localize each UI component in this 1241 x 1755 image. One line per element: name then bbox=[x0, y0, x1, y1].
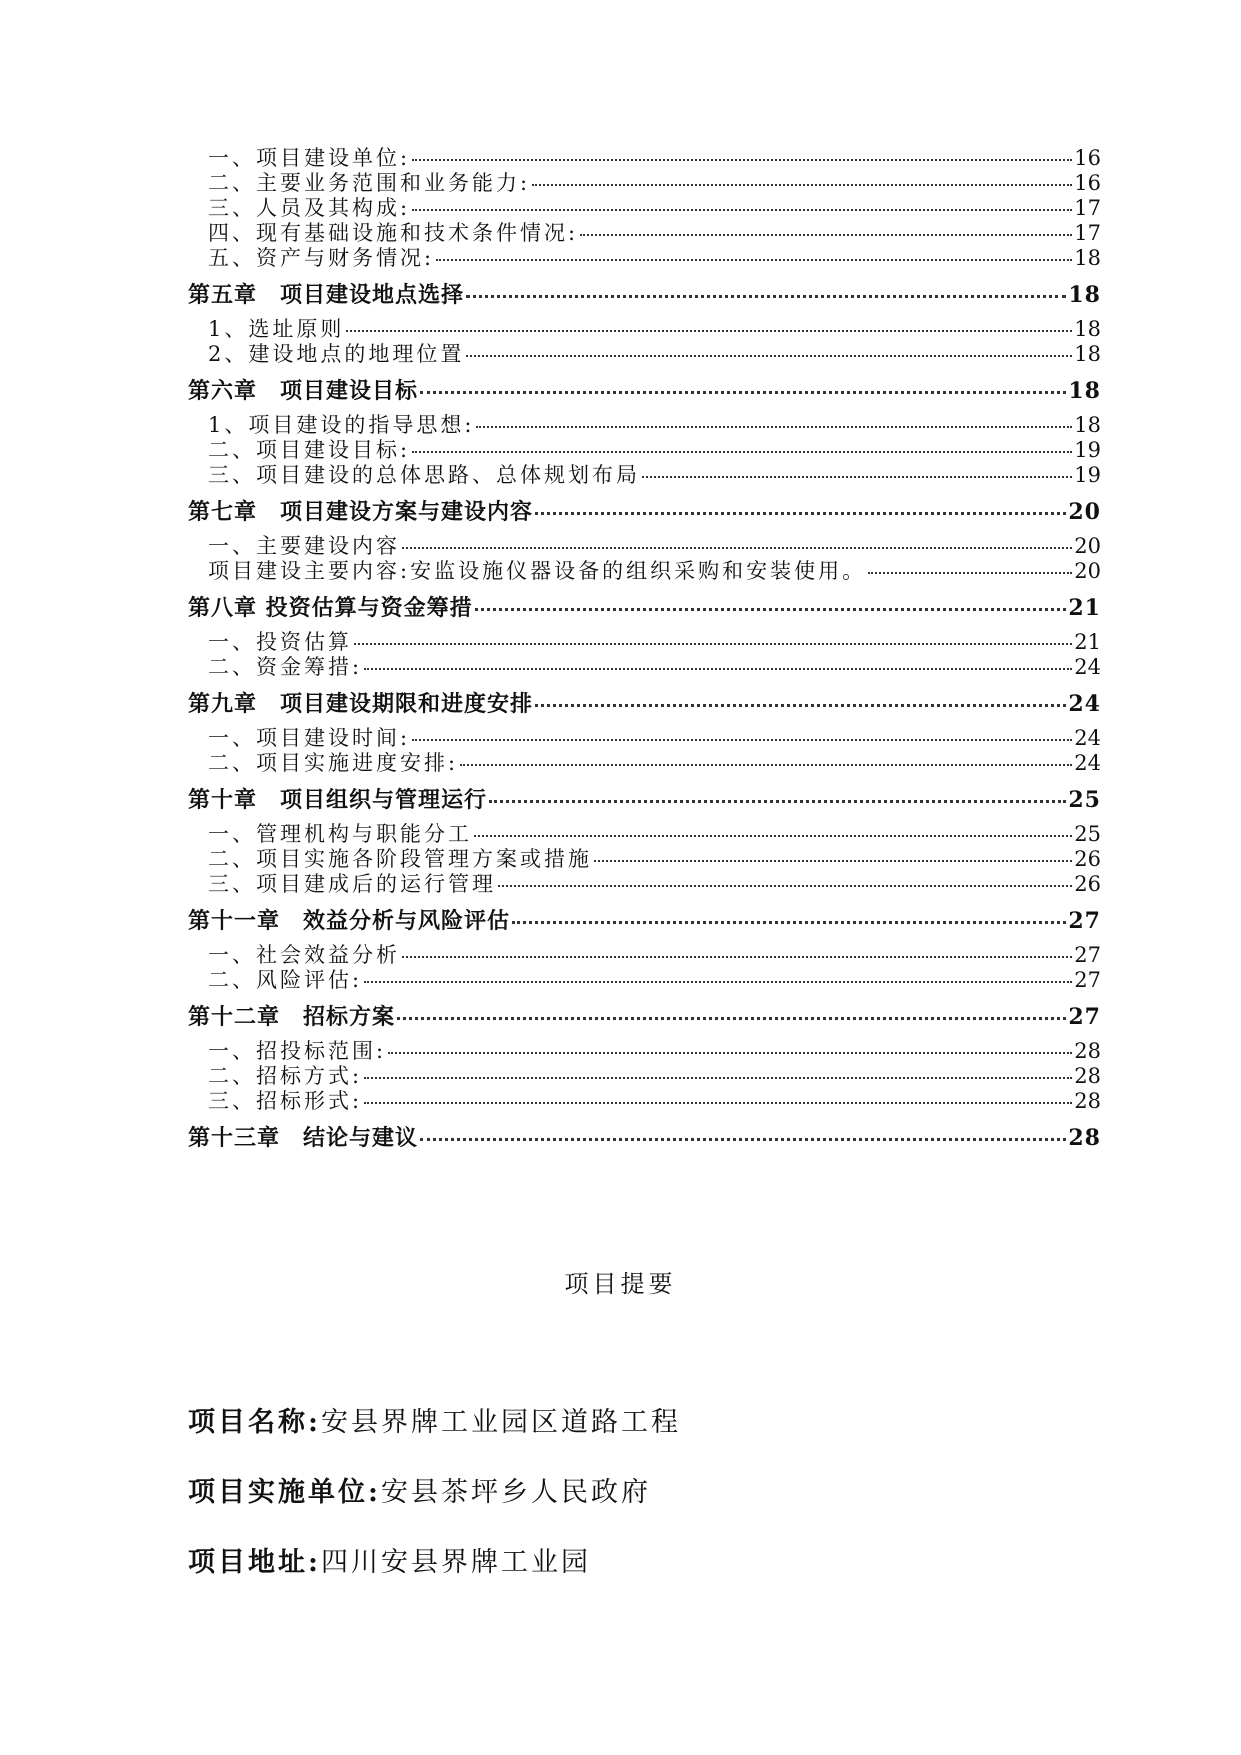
toc-page-number: 28 bbox=[1074, 1064, 1101, 1088]
toc-section-entry[interactable] bbox=[188, 534, 1101, 559]
toc-entry-label: 第十一章 效益分析与风险评估 bbox=[188, 908, 511, 934]
toc-page-number: 18 bbox=[1074, 413, 1101, 437]
toc-section-entry[interactable] bbox=[188, 1089, 1101, 1114]
toc-page-number: 18 bbox=[1074, 342, 1101, 366]
project-name-value: 安县界牌工业园区道路工程 bbox=[320, 1407, 681, 1438]
toc-dot-leader bbox=[397, 1017, 1066, 1020]
toc-page-number: 27 bbox=[1074, 943, 1101, 967]
toc-dot-leader bbox=[364, 1077, 1072, 1079]
toc-chapter-entry[interactable] bbox=[188, 1003, 1101, 1031]
toc-section-entry[interactable] bbox=[188, 171, 1101, 196]
toc-entry-label: 三、招标形式: bbox=[208, 1089, 363, 1113]
toc-page-number: 24 bbox=[1074, 726, 1101, 750]
project-address-field bbox=[188, 1540, 591, 1579]
toc-dot-leader bbox=[475, 608, 1067, 611]
toc-section-entry[interactable] bbox=[188, 559, 1101, 584]
toc-page-number: 20 bbox=[1074, 534, 1101, 558]
toc-dot-leader bbox=[535, 704, 1066, 707]
toc-page-number: 28 bbox=[1074, 1039, 1101, 1063]
toc-entry-label: 一、投资估算 bbox=[208, 630, 352, 654]
toc-dot-leader bbox=[412, 159, 1072, 161]
toc-section-entry[interactable] bbox=[188, 726, 1101, 751]
toc-page-number: 27 bbox=[1068, 1004, 1101, 1030]
toc-dot-leader bbox=[364, 668, 1072, 670]
toc-chapter-entry[interactable] bbox=[188, 281, 1101, 309]
toc-entry-label: 二、项目建设目标: bbox=[208, 438, 411, 462]
toc-page-number: 16 bbox=[1074, 171, 1101, 195]
toc-page-number: 28 bbox=[1068, 1125, 1101, 1151]
toc-section-entry[interactable] bbox=[188, 196, 1101, 221]
toc-dot-leader bbox=[580, 234, 1072, 236]
toc-section-entry[interactable] bbox=[188, 317, 1101, 342]
toc-page-number: 24 bbox=[1074, 655, 1101, 679]
toc-dot-leader bbox=[346, 330, 1072, 332]
toc-entry-label: 一、项目建设时间: bbox=[208, 726, 411, 750]
toc-entry-label: 二、风险评估: bbox=[208, 968, 363, 992]
toc-dot-leader bbox=[532, 184, 1072, 186]
toc-entry-label: 一、社会效益分析 bbox=[208, 943, 400, 967]
toc-page-number: 27 bbox=[1074, 968, 1101, 992]
toc-dot-leader bbox=[354, 643, 1072, 645]
toc-chapter-entry[interactable] bbox=[188, 377, 1101, 405]
toc-dot-leader bbox=[420, 1138, 1066, 1141]
toc-section-entry[interactable] bbox=[188, 1064, 1101, 1089]
toc-section-entry[interactable] bbox=[188, 822, 1101, 847]
toc-entry-label: 二、招标方式: bbox=[208, 1064, 363, 1088]
toc-section-entry[interactable] bbox=[188, 342, 1101, 367]
toc-entry-label: 一、主要建设内容 bbox=[208, 534, 400, 558]
toc-dot-leader bbox=[474, 835, 1072, 837]
toc-entry-label: 三、项目建设的总体思路、总体规划布局 bbox=[208, 463, 640, 487]
toc-section-entry[interactable] bbox=[188, 943, 1101, 968]
toc-dot-leader bbox=[535, 512, 1066, 515]
toc-entry-label: 1、选址原则 bbox=[208, 317, 345, 341]
toc-section-entry[interactable] bbox=[188, 630, 1101, 655]
toc-dot-leader bbox=[402, 956, 1072, 958]
toc-dot-leader bbox=[868, 572, 1072, 574]
toc-page-number: 18 bbox=[1074, 317, 1101, 341]
toc-dot-leader bbox=[364, 981, 1072, 983]
toc-entry-label: 二、资金筹措: bbox=[208, 655, 363, 679]
toc-entry-label: 第十二章 招标方案 bbox=[188, 1004, 396, 1030]
toc-page-number: 19 bbox=[1074, 463, 1101, 487]
toc-entry-label: 第十三章 结论与建议 bbox=[188, 1125, 419, 1151]
toc-chapter-entry[interactable] bbox=[188, 690, 1101, 718]
toc-entry-label: 一、招投标范围: bbox=[208, 1039, 387, 1063]
toc-entry-label: 第八章 投资估算与资金筹措 bbox=[188, 595, 473, 621]
toc-dot-leader bbox=[466, 295, 1066, 298]
toc-section-entry[interactable] bbox=[188, 751, 1101, 776]
toc-entry-label: 三、人员及其构成: bbox=[208, 196, 411, 220]
toc-dot-leader bbox=[476, 426, 1072, 428]
toc-page-number: 17 bbox=[1074, 196, 1101, 220]
implementing-unit-key: 项目实施单位: bbox=[188, 1477, 381, 1508]
implementing-unit-value: 安县茶坪乡人民政府 bbox=[380, 1477, 651, 1508]
toc-page-number: 26 bbox=[1074, 847, 1101, 871]
toc-entry-label: 第七章 项目建设方案与建设内容 bbox=[188, 499, 534, 525]
project-name-field bbox=[188, 1400, 681, 1439]
toc-section-entry[interactable] bbox=[188, 246, 1101, 271]
toc-entry-label: 一、项目建设单位: bbox=[208, 146, 411, 170]
toc-chapter-entry[interactable] bbox=[188, 498, 1101, 526]
toc-dot-leader bbox=[402, 547, 1072, 549]
toc-page-number: 26 bbox=[1074, 872, 1101, 896]
toc-page-number: 27 bbox=[1068, 908, 1101, 934]
toc-dot-leader bbox=[498, 885, 1072, 887]
toc-page-number: 18 bbox=[1068, 282, 1101, 308]
implementing-unit-field bbox=[188, 1470, 651, 1509]
toc-section-entry[interactable] bbox=[188, 413, 1101, 438]
toc-section-entry[interactable] bbox=[188, 1039, 1101, 1064]
toc-page-number: 21 bbox=[1068, 595, 1101, 621]
toc-page-number: 16 bbox=[1074, 146, 1101, 170]
project-address-key: 项目地址: bbox=[188, 1547, 321, 1578]
toc-entry-label: 四、现有基础设施和技术条件情况: bbox=[208, 221, 579, 245]
toc-page-number: 20 bbox=[1068, 499, 1101, 525]
toc-dot-leader bbox=[594, 860, 1072, 862]
toc-page-number: 28 bbox=[1074, 1089, 1101, 1113]
toc-page-number: 18 bbox=[1068, 378, 1101, 404]
toc-entry-label: 二、主要业务范围和业务能力: bbox=[208, 171, 531, 195]
toc-page-number: 24 bbox=[1068, 691, 1101, 717]
toc-dot-leader bbox=[412, 209, 1072, 211]
toc-section-entry[interactable] bbox=[188, 438, 1101, 463]
toc-chapter-entry[interactable] bbox=[188, 594, 1101, 622]
toc-dot-leader bbox=[412, 739, 1072, 741]
project-name-key: 项目名称: bbox=[188, 1407, 321, 1438]
toc-page-number: 25 bbox=[1068, 787, 1101, 813]
toc-entry-label: 三、项目建成后的运行管理 bbox=[208, 872, 496, 896]
toc-section-entry[interactable] bbox=[188, 146, 1101, 171]
toc-chapter-entry[interactable] bbox=[188, 786, 1101, 814]
toc-page-number: 19 bbox=[1074, 438, 1101, 462]
toc-page-number: 17 bbox=[1074, 221, 1101, 245]
toc-entry-label: 2、建设地点的地理位置 bbox=[208, 342, 465, 366]
toc-entry-label: 二、项目实施各阶段管理方案或措施 bbox=[208, 847, 592, 871]
toc-chapter-entry[interactable] bbox=[188, 907, 1101, 935]
toc-page-number: 25 bbox=[1074, 822, 1101, 846]
toc-page-number: 18 bbox=[1074, 246, 1101, 270]
toc-section-entry[interactable] bbox=[188, 847, 1101, 872]
toc-dot-leader bbox=[412, 451, 1072, 453]
toc-dot-leader bbox=[642, 476, 1072, 478]
summary-title: 项目提要 bbox=[564, 1270, 677, 1298]
project-address-value: 四川安县界牌工业园 bbox=[320, 1547, 591, 1578]
toc-dot-leader bbox=[436, 259, 1072, 261]
toc-section-entry[interactable] bbox=[188, 463, 1101, 488]
toc-entry-label: 项目建设主要内容:安监设施仪器设备的组织采购和安装使用。 bbox=[208, 559, 867, 583]
toc-page-number: 24 bbox=[1074, 751, 1101, 775]
toc-section-entry[interactable] bbox=[188, 968, 1101, 993]
toc-section-entry[interactable] bbox=[188, 221, 1101, 246]
toc-entry-label: 第六章 项目建设目标 bbox=[188, 378, 419, 404]
toc-section-entry[interactable] bbox=[188, 872, 1101, 897]
toc-dot-leader bbox=[489, 800, 1066, 803]
toc-dot-leader bbox=[388, 1052, 1072, 1054]
toc-dot-leader bbox=[364, 1102, 1072, 1104]
toc-entry-label: 第九章 项目建设期限和进度安排 bbox=[188, 691, 534, 717]
toc-entry-label: 第五章 项目建设地点选择 bbox=[188, 282, 465, 308]
toc-dot-leader bbox=[420, 391, 1066, 394]
toc-entry-label: 第十章 项目组织与管理运行 bbox=[188, 787, 488, 813]
toc-entry-label: 二、项目实施进度安排: bbox=[208, 751, 459, 775]
table-of-contents bbox=[188, 146, 1101, 1160]
toc-chapter-entry[interactable] bbox=[188, 1124, 1101, 1152]
toc-section-entry[interactable] bbox=[188, 655, 1101, 680]
toc-page-number: 21 bbox=[1074, 630, 1101, 654]
toc-entry-label: 1、项目建设的指导思想: bbox=[208, 413, 475, 437]
toc-dot-leader bbox=[512, 921, 1066, 924]
toc-entry-label: 一、管理机构与职能分工 bbox=[208, 822, 472, 846]
toc-dot-leader bbox=[460, 764, 1072, 766]
toc-entry-label: 五、资产与财务情况: bbox=[208, 246, 435, 270]
toc-page-number: 20 bbox=[1074, 559, 1101, 583]
toc-dot-leader bbox=[466, 355, 1072, 357]
